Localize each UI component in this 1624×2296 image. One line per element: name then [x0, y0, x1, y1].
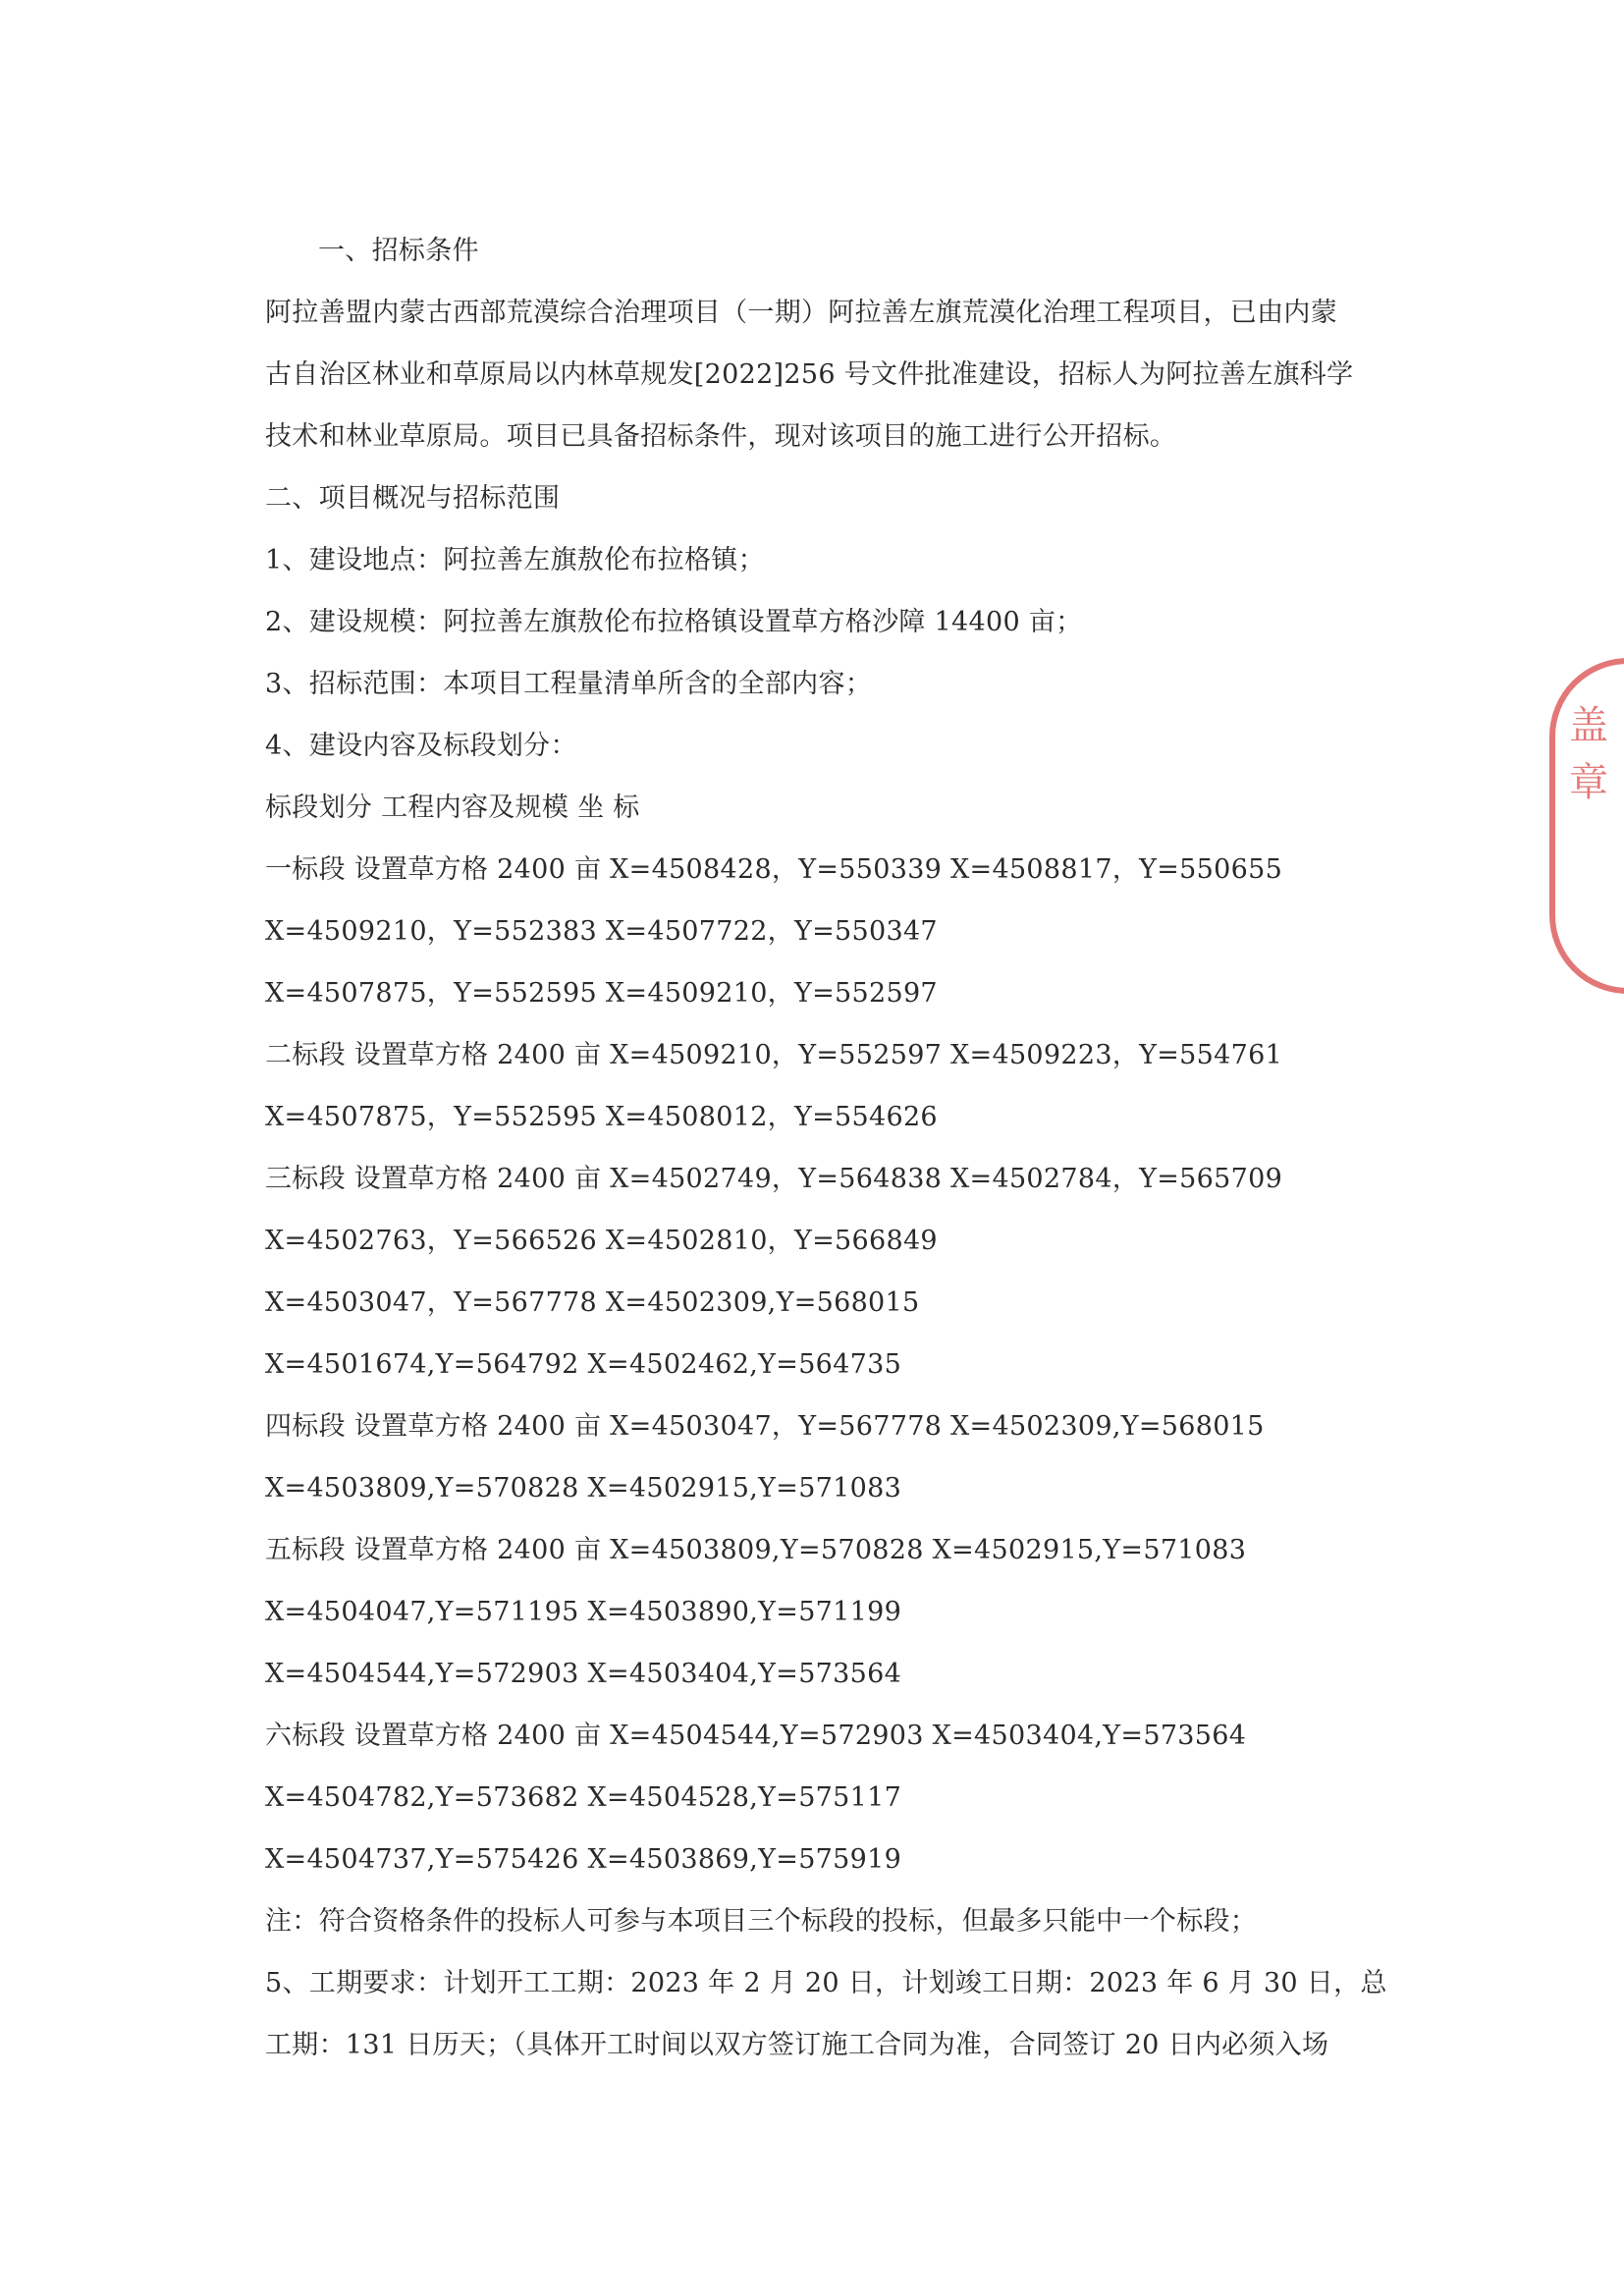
document-line: 五标段 设置草方格 2400 亩 X=4503809,Y=570828 X=4502915,Y=571083 — [265, 1535, 1247, 1565]
document-line: 注：符合资格条件的投标人可参与本项目三个标段的投标，但最多只能中一个标段； — [265, 1906, 1258, 1937]
document-line: 二标段 设置草方格 2400 亩 X=4509210，Y=552597 X=4509223，Y=554761 — [265, 1040, 1283, 1070]
document-line: 四标段 设置草方格 2400 亩 X=4503047，Y=567778 X=4502309,Y=568015 — [265, 1411, 1265, 1442]
document-line: X=4501674,Y=564792 X=4502462,Y=564735 — [265, 1349, 902, 1380]
document-line: X=4504047,Y=571195 X=4503890,Y=571199 — [265, 1597, 902, 1627]
document-line: 阿拉善盟内蒙古西部荒漠综合治理项目（一期）阿拉善左旗荒漠化治理工程项目，已由内蒙 — [265, 298, 1337, 328]
document-line: X=4507875，Y=552595 X=4508012，Y=554626 — [265, 1102, 938, 1132]
document-body — [265, 220, 1387, 2076]
document-line: 5、工期要求：计划开工工期：2023 年 2 月 20 日，计划竣工日期：2023 年 6 月 30 日，总 — [265, 1968, 1387, 1998]
document-line: 技术和林业草原局。项目已具备招标条件，现对该项目的施工进行公开招标。 — [265, 421, 1177, 452]
document-line: X=4502763，Y=566526 X=4502810，Y=566849 — [265, 1226, 938, 1256]
document-line: 六标段 设置草方格 2400 亩 X=4504544,Y=572903 X=4503404,Y=573564 — [265, 1721, 1247, 1751]
document-line: 二、项目概况与招标范围 — [265, 483, 561, 514]
document-line: 标段划分 工程内容及规模 坐 标 — [265, 793, 640, 823]
document-line: 一标段 设置草方格 2400 亩 X=4508428，Y=550339 X=4508817，Y=550655 — [265, 854, 1283, 885]
document-line: 一、招标条件 — [318, 236, 479, 266]
document-line: X=4504782,Y=573682 X=4504528,Y=575117 — [265, 1782, 902, 1813]
document-line: 3、招标范围：本项目工程量清单所含的全部内容； — [265, 669, 873, 699]
document-line: 4、建设内容及标段划分： — [265, 731, 577, 761]
document-line: X=4503809,Y=570828 X=4502915,Y=571083 — [265, 1473, 902, 1503]
document-line: X=4503047，Y=567778 X=4502309,Y=568015 — [265, 1287, 920, 1318]
document-line: 工期：131 日历天；（具体开工时间以双方签订施工合同为准，合同签订 20 日内必须入场 — [265, 2030, 1329, 2060]
document-line: 三标段 设置草方格 2400 亩 X=4502749，Y=564838 X=4502784，Y=565709 — [265, 1164, 1283, 1194]
document-line: X=4507875，Y=552595 X=4509210，Y=552597 — [265, 978, 938, 1009]
document-line: X=4509210，Y=552383 X=4507722，Y=550347 — [265, 916, 938, 947]
document-line: X=4504737,Y=575426 X=4503869,Y=575919 — [265, 1844, 902, 1875]
document-line: 1、建设地点：阿拉善左旗敖伦布拉格镇； — [265, 545, 765, 575]
document-line: 2、建设规模：阿拉善左旗敖伦布拉格镇设置草方格沙障 14400 亩； — [265, 607, 1083, 637]
seal-stamp-text: 盖章 — [1569, 703, 1608, 805]
document-line: X=4504544,Y=572903 X=4503404,Y=573564 — [265, 1659, 902, 1689]
document-line: 古自治区林业和草原局以内林草规发[2022]256 号文件批准建设，招标人为阿拉善左旗科学 — [265, 359, 1354, 390]
